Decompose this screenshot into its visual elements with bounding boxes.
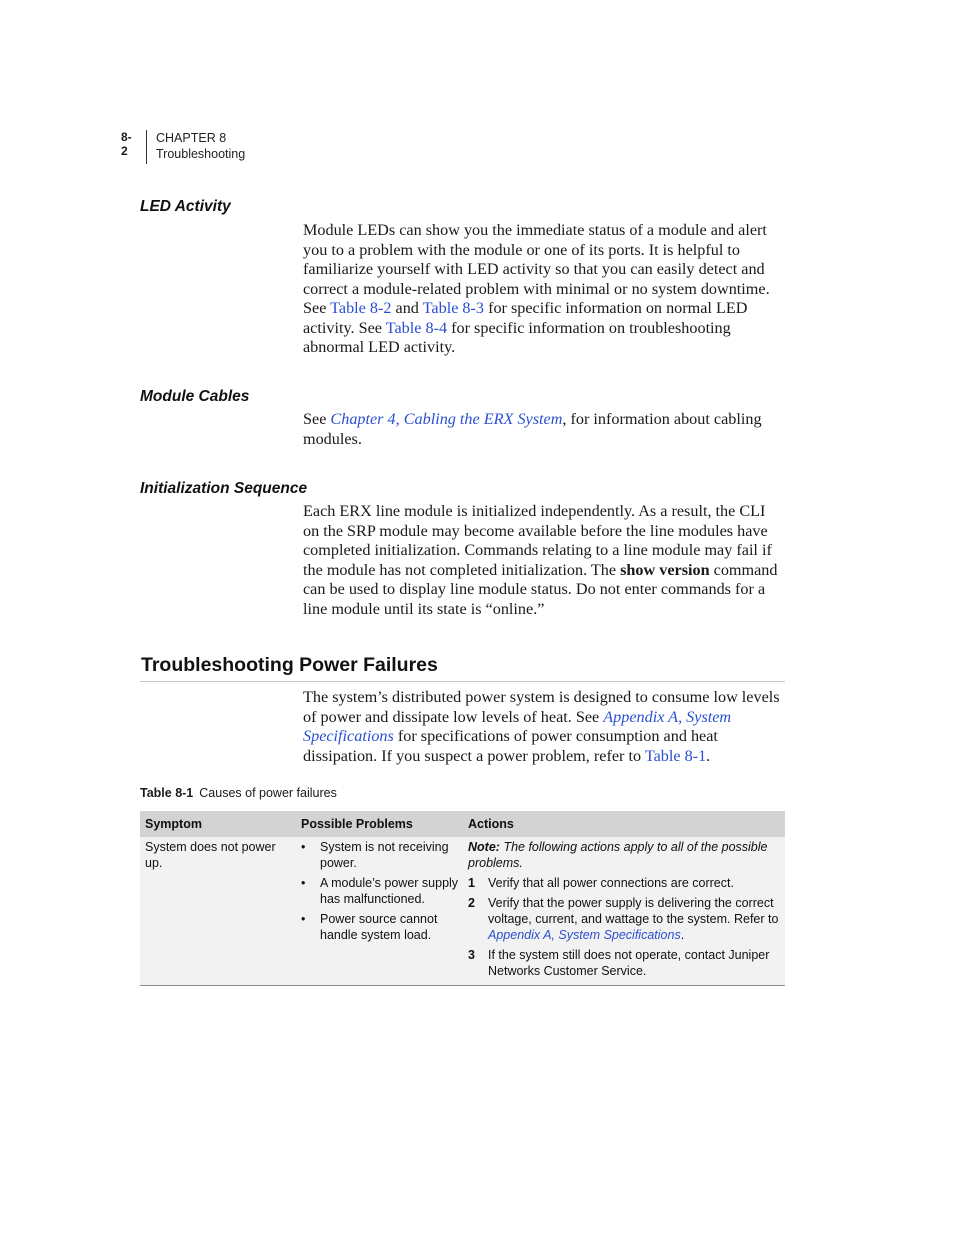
heading-initialization-sequence: Initialization Sequence — [140, 480, 308, 497]
link-chapter-4[interactable]: Chapter 4, Cabling the ERX System — [330, 410, 563, 428]
cables-text-see: See — [303, 410, 327, 428]
power-text-1: The system’s distributed power system is designed to consume low levels of power and dissipate low levels of heat. See — [303, 688, 780, 726]
chapter-label — [156, 130, 245, 162]
note-text: The following actions apply to all of the possible problems. — [468, 840, 768, 870]
init-text-1: Each ERX line module is initialized independently. As a result, the CLI on the SRP module may become available before the line modules have completed initialization. Commands relating to a line module may fail if the module has not completed initialization. The — [303, 502, 772, 579]
cell-symptom: System does not power up. — [145, 840, 276, 870]
heading-led-activity: LED Activity — [140, 198, 231, 215]
cables-text-end: , for information about cabling modules. — [303, 410, 762, 448]
link-table-8-4[interactable]: Table 8-4 — [385, 318, 448, 337]
page-number: 8-2 — [121, 130, 132, 158]
link-table-8-2[interactable]: Table 8-2 — [330, 299, 392, 317]
led-text-and: and — [395, 299, 419, 317]
led-text-see: See — [303, 299, 327, 317]
note-label: Note: — [468, 840, 500, 854]
problem-item — [301, 875, 461, 909]
link-table-8-1[interactable]: Table 8-1 — [644, 746, 707, 765]
step-number: 1 — [468, 876, 475, 890]
led-text-end: for specific information on troubleshooting abnormal LED activity. — [303, 318, 731, 356]
problem-text: System is not receiving power. — [320, 840, 449, 870]
actions-note — [468, 839, 780, 871]
power-text-3: . — [706, 746, 711, 765]
step-text: If the system still does not operate, contact Juniper Networks Customer Service. — [488, 948, 770, 978]
link-appendix-a[interactable]: Appendix A, System Specifications — [303, 707, 732, 745]
header-divider — [146, 130, 147, 164]
link-table-8-3[interactable]: Table 8-3 — [422, 299, 485, 317]
paragraph-initialization — [303, 502, 783, 619]
paragraph-module-cables — [303, 410, 783, 449]
init-text-2: command can be used to display line module status. Do not enter commands for a line module until its state is “online.” — [303, 560, 778, 618]
problem-text: A module’s power supply has malfunctioned. — [320, 876, 459, 906]
command-show-version: show version — [620, 560, 710, 579]
causes-table — [140, 811, 785, 986]
problem-item — [301, 839, 461, 873]
step-number: 2 — [468, 896, 475, 910]
bullet-icon: • — [301, 840, 306, 854]
bullet-icon: • — [301, 912, 306, 926]
step-number: 3 — [468, 948, 475, 962]
chapter-title: Troubleshooting — [156, 147, 246, 161]
action-step — [468, 947, 780, 979]
heading-module-cables: Module Cables — [140, 388, 250, 405]
step-text: Verify that the power supply is delivering the correct voltage, current, and wattage to the system. Refer to — [488, 896, 779, 926]
table-caption — [140, 786, 337, 800]
heading-power-failures: Troubleshooting Power Failures — [141, 654, 438, 676]
step-body — [488, 895, 780, 943]
step-tail: . — [680, 928, 685, 942]
heading-rule — [140, 681, 785, 682]
problem-text: Power source cannot handle system load. — [320, 912, 438, 942]
column-header-problems: Possible Problems — [301, 817, 413, 831]
step-text: Verify that all power connections are correct. — [488, 876, 734, 890]
paragraph-power — [303, 688, 783, 766]
table-caption-text: Causes of power failures — [199, 786, 337, 800]
column-header-symptom: Symptom — [145, 817, 202, 831]
table-caption-label: Table 8-1 — [140, 786, 194, 800]
power-text-2: for specifications of power consumption and heat dissipation. If you suspect a power problem, refer to — [303, 727, 718, 765]
led-text-1: Module LEDs can show you the immediate status of a module and alert you to a problem with the module or one of its ports. It is helpful to familiarize yourself with LED activity so that you can easily detect and correct a module-related problem with minimal or no system downtime. — [303, 221, 770, 298]
action-step — [468, 895, 780, 943]
link-appendix-a-table[interactable]: Appendix A, System Specifications — [488, 928, 681, 942]
table-header-row — [140, 811, 785, 837]
bullet-icon: • — [301, 876, 306, 890]
led-text-mid: for specific information on normal LED activity. See — [303, 299, 748, 337]
column-header-actions: Actions — [468, 817, 514, 831]
paragraph-led-activity — [303, 221, 783, 358]
chapter-number: CHAPTER 8 — [156, 131, 227, 145]
problem-item — [301, 911, 461, 945]
action-step — [468, 875, 780, 891]
